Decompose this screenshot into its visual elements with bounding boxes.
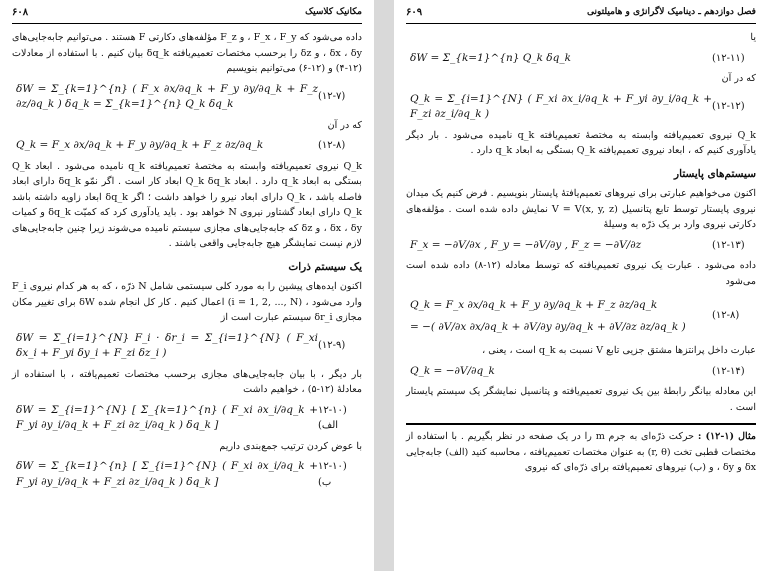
- equation-12-8-conservative-expr: [406, 294, 712, 338]
- left-running-title: مکانیک کلاسیک: [305, 7, 362, 17]
- left-para-4: اکنون ایده‌های پیشین را به مورد کلی سیستمی شامل N ذرّه ، که به هر کدام نیروی F_i وارد می‌شود ، (i = 1, 2, ..., N) اعمال کنیم . کار کل انجام شده δW برای تغییر مکان مجازی δr_i سیستم عبارت است از: [12, 281, 363, 323]
- equation-12-10b-number: (۱۲-۱۰ ب): [318, 461, 347, 488]
- right-para-4: اکنون می‌خواهیم عبارتی برای نیروهای تعمیم‌یافتهٔ پایستار بنویسیم . فرض کنیم یک میدان نیروی پایستار توسط تابع پتانسیل V = V(x, y, z) نمایش داده شده است . مؤلفه‌های دکارتی نیروی وارد بر یک ذرّه به وسیلهٔ: [406, 188, 756, 230]
- left-para-2: که در آن: [327, 119, 362, 131]
- right-page-number: ۶۰۹: [406, 7, 423, 18]
- right-para-7: این معادله بیانگر رابطهٔ بین یک نیروی تعمیم‌یافته و پتانسیل نمایشگر یک سیستم پایستار است .: [406, 386, 756, 413]
- equation-12-7-expr: δW = Σ_{k=1}^{n} ( F_x ∂x/∂q_k + F_y ∂y/∂q_k + F_z ∂z/∂q_k ) δq_k = Σ_{k=1}^{n} Q_k δq_k: [16, 82, 318, 110]
- equation-12-9-number: (۱۲-۹): [318, 340, 346, 352]
- left-para-1: داده می‌شود که F_x ، F_y ، و F_z مؤلفه‌های دکارتی F هستند . می‌توانیم جابه‌جایی‌های δx ، δy ، و δz را برحسب مختصات تعمیم‌یافته δq_k بیان کنیم . با استفاده از معادلات (۱۲-۴) و (۱۲-۶) می‌توانیم بنویسیم: [12, 32, 363, 74]
- equation-12-14: [406, 364, 756, 380]
- equation-12-8: [12, 138, 362, 154]
- equation-12-7-number: (۱۲-۷): [318, 91, 346, 103]
- equation-12-13-number: (۱۲-۱۳): [712, 239, 745, 251]
- left-para-5: بار دیگر ، با بیان جابه‌جایی‌های مجازی برحسب مختصات تعمیم‌یافته ، با استفاده از معادلهٔ (۱۲-۵) ، خواهیم داشت: [12, 368, 362, 395]
- right-para-2: که در آن: [721, 73, 756, 84]
- equation-12-10b: [12, 459, 362, 490]
- right-para-5: داده می‌شود . عبارت یک نیروی تعمیم‌یافته که توسط معادله (۱۲-۸) داده شده است می‌شود: [406, 260, 756, 287]
- example-label: مثال (۱-۱۲) :: [697, 431, 756, 442]
- equation-12-12: [406, 92, 756, 123]
- left-para-6: با عوض کردن ترتیب جمع‌بندی داریم: [219, 440, 362, 452]
- equation-12-11-number: (۱۲-۱۱): [712, 52, 745, 64]
- example-text: حرکت ذرّه‌ای به جرم m را در یک صفحه در نظر بگیریم . با استفاده از مختصات قطبی تخت (r, θ) به عنوان مختصات تعمیم‌یافته ، محاسبه کنید (الف) جابه‌جایی δx و δy ، و (ب) نیروهای تعمیم‌یافته برای ذرّه‌ای که نیروی: [406, 431, 756, 473]
- equation-12-8-conservative-number: (۱۲-۸): [712, 310, 740, 322]
- equation-12-8-line-2: = −( ∂V/∂x ∂x/∂q_k + ∂V/∂y ∂y/∂q_k + ∂V/∂z ∂z/∂q_k ): [410, 321, 686, 333]
- equation-12-10b-expr: δW = Σ_{k=1}^{n} [ Σ_{i=1}^{N} ( F_xi ∂x_i/∂q_k + F_yi ∂y_i/∂q_k + F_zi ∂z_i/∂q_k ) δq_k ]: [16, 460, 318, 488]
- example-12-1: [406, 423, 756, 476]
- equation-12-11: [406, 51, 756, 67]
- right-running-title: فصل دوازدهم ـ دینامیک لاگرانژی و هامیلتونی: [587, 7, 756, 17]
- right-page-body: [406, 30, 756, 567]
- equation-12-10a-number: (۱۲-۱۰ الف): [318, 404, 347, 431]
- equation-12-10a: [12, 403, 362, 434]
- equation-12-7: [12, 82, 362, 113]
- equation-12-12-expr: Q_k = Σ_{i=1}^{N} ( F_xi ∂x_i/∂q_k + F_yi ∂y_i/∂q_k + F_zi ∂z_i/∂q_k ): [410, 92, 712, 120]
- equation-12-9: [12, 331, 362, 362]
- left-page-body: [12, 30, 362, 567]
- equation-12-9-expr: δW = Σ_{i=1}^{N} F_i · δr_i = Σ_{i=1}^{N} ( F_xi δx_i + F_yi δy_i + F_zi δz_i ): [16, 331, 318, 359]
- book-gutter: [374, 0, 394, 571]
- equation-12-14-expr: Q_k = −∂V/∂q_k: [410, 364, 495, 377]
- equation-12-13-expr: F_x = −∂V/∂x , F_y = −∂V/∂y , F_z = −∂V/∂z: [410, 238, 642, 251]
- right-para-1: یا: [750, 32, 756, 43]
- right-page: [394, 0, 768, 571]
- equation-12-11-expr: δW = Σ_{k=1}^{n} Q_k δq_k: [410, 51, 571, 64]
- equation-12-12-number: (۱۲-۱۲): [712, 101, 745, 113]
- equation-12-8-line-1: Q_k = F_x ∂x/∂q_k + F_y ∂y/∂q_k + F_z ∂z/∂q_k: [410, 299, 658, 311]
- equation-12-10a-expr: δW = Σ_{i=1}^{N} [ Σ_{k=1}^{n} ( F_xi ∂x_i/∂q_k + F_yi ∂y_i/∂q_k + F_zi ∂z_i/∂q_k ) δq_k ]: [16, 403, 318, 431]
- left-page: [0, 0, 374, 571]
- equation-12-8-expr: Q_k = F_x ∂x/∂q_k + F_y ∂y/∂q_k + F_z ∂z/∂q_k: [16, 139, 264, 151]
- equation-12-13: [406, 238, 756, 254]
- equation-12-8-number: (۱۲-۸): [318, 140, 346, 151]
- section-heading-particle-system: یک سیستم ذرات: [288, 260, 362, 273]
- equation-12-14-number: (۱۲-۱۴): [712, 365, 745, 377]
- right-para-6: عبارت داخل پرانتزها مشتق جزیی تابع V نسبت به q_k است ، یعنی ،: [482, 345, 756, 356]
- left-page-number: ۶۰۸: [12, 7, 29, 18]
- left-para-3: Q_k نیروی تعمیم‌یافته وابسته به مختصهٔ تعمیم‌یافته q_k نامیده می‌شود . ابعاد Q_k بستگی به ابعاد q_k دارد . ابعاد Q_k δq_k ابعاد کار است . اگر نمّو δq_k دارای ابعاد فاصله باشد ، Q_k دارای ابعاد نیرو را خواهد داشت ؛ اگر δq_k ابعاد زاویه داشته باشد Q_k دارای ابعاد گشتاور نیروی N خواهد بود . باید یادآوری کرد که کمیّت δq_k و کمیات δx ، δy ، و δz که جابه‌جایی‌های مجازی سیستم نامیده می‌شوند زیرا چنین جابه‌جایی‌های لازم نیست نمایشگر هیچ جابه‌جایی واقعی باشند .: [12, 160, 362, 249]
- right-para-3: Q_k نیروی تعمیم‌یافته وابسته به مختصهٔ تعمیم‌یافته q_k نامیده می‌شود . بار دیگر یادآوری کنیم که ، ابعاد نیروی تعمیم‌یافته Q_k بستگی به ابعاد q_k دارد .: [406, 129, 756, 156]
- section-heading-conservative-systems: سیستم‌های پایستار: [674, 167, 756, 180]
- equation-12-8-conservative: [406, 294, 756, 338]
- left-page-header: [12, 5, 362, 24]
- right-page-header: [406, 5, 756, 24]
